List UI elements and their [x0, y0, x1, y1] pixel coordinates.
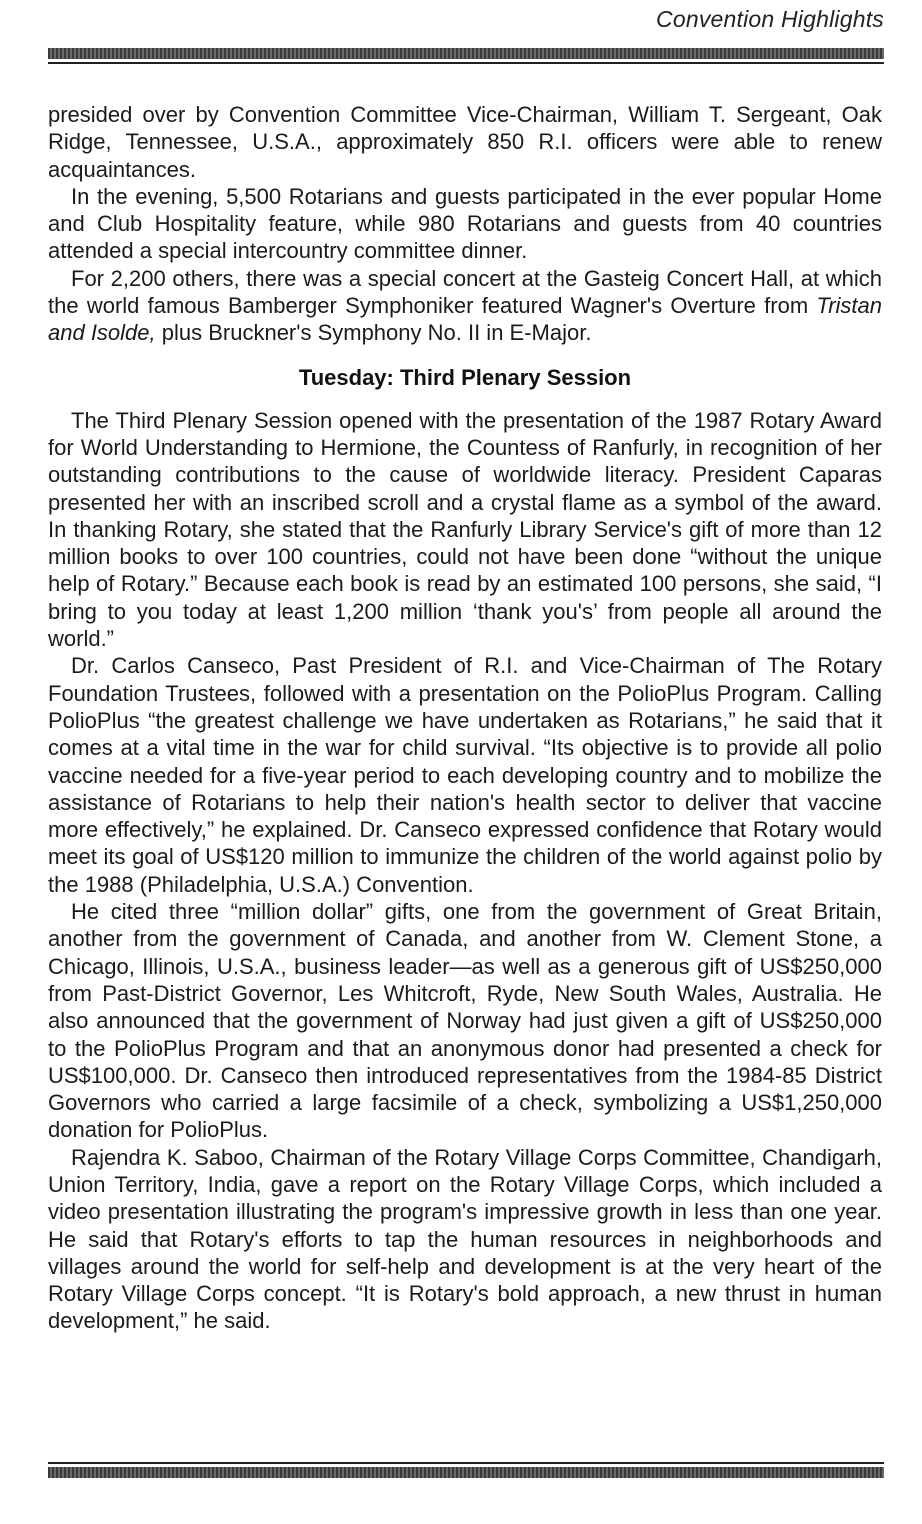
paragraph-concert: [48, 265, 882, 347]
concert-text-before: For 2,200 others, there was a special concert at the Gasteig Concert Hall, at which the world famous Bamberger Symphoniker featured Wagner's Overture from: [48, 265, 882, 319]
paragraph-village-corps: Rajendra K. Saboo, Chairman of the Rotary Village Corps Committee, Chandigarh, Union Territory, India, gave a report on the Rotary Village Corps, which included a video presentation illustrating the program's impressive growth in less than one year. He said that Rotary's efforts to tap the human resources in neighborhoods and villages around the world for self-help and development is at the very heart of the Rotary Village Corps concept. “It is Rotary's bold approach, a new thrust in human development,” he said.: [48, 1144, 882, 1334]
paragraph-polioplus: Dr. Carlos Canseco, Past President of R.I. and Vice-Chairman of The Rotary Foundation Trustees, followed with a presentation on the PolioPlus Program. Calling PolioPlus “the greatest challenge we have undertaken as Rotarians,” he said that it comes at a vital time in the war for child survival. “Its objective is to provide all polio vaccine needed for a five-year period to each developing country and to mobilize the assistance of Rotarians to help their nation's health sector to deliver that vaccine more effectively,” he explained. Dr. Canseco expressed confidence that Rotary would meet its goal of US$120 million to immunize the children of the world against polio by the 1988 (Philadelphia, U.S.A.) Convention.: [48, 653, 882, 897]
running-header-title: Convention Highlights: [656, 6, 884, 32]
concert-text-after: plus Bruckner's Symphony No. II in E-Major.: [155, 320, 592, 346]
top-decorative-rule: [48, 48, 884, 64]
bottom-decorative-rule: [48, 1462, 884, 1478]
section-heading: Tuesday: Third Plenary Session: [298, 364, 632, 390]
top-rule-line: [48, 62, 884, 64]
top-rule-band: [48, 48, 884, 59]
paragraph-continuation: presided over by Convention Committee Vice-Chairman, William T. Sergeant, Oak Ridge, Tennessee, U.S.A., approximately 850 R.I. officers were able to renew acquaintances.: [48, 102, 882, 182]
bottom-rule-band: [48, 1467, 884, 1478]
article-body: [48, 101, 882, 1335]
paragraph-award: The Third Plenary Session opened with the presentation of the 1987 Rotary Award for World Understanding to Hermione, the Countess of Ranfurly, in recognition of her outstanding contributions to the cause of worldwide literacy. President Caparas presented her with an inscribed scroll and a crystal flame as a symbol of the award. In thanking Rotary, she stated that the Ranfurly Library Service's gift of more than 12 million books to over 100 countries, could not have been done “without the unique help of Rotary.” Because each book is read by an estimated 100 persons, she said, “I bring to you today at least 1,200 million ‘thank you's’ from people all around the world.”: [48, 407, 882, 652]
opera-title: Tristan and Isolde,: [48, 293, 882, 346]
bottom-rule-line: [48, 1462, 884, 1464]
paragraph-gifts: He cited three “million dollar” gifts, one from the government of Great Britain, another from the government of Canada, and another from W. Clement Stone, a Chicago, Illinois, U.S.A., business leader—as well as a generous gift of US$250,000 from Past-District Governor, Les Whitcroft, Ryde, New South Wales, Australia. He also announced that the government of Norway had just given a gift of US$250,000 to the PolioPlus Program and that an anonymous donor had presented a check for US$100,000. Dr. Canseco then introduced representatives from the 1984-85 District Governors who carried a large facsimile of a check, symbolizing a US$1,250,000 donation for PolioPlus.: [48, 899, 882, 1143]
paragraph-hospitality: In the evening, 5,500 Rotarians and guests participated in the ever popular Home and Club Hospitality feature, while 980 Rotarians and guests from 40 countries attended a special intercountry committee dinner.: [48, 183, 882, 264]
